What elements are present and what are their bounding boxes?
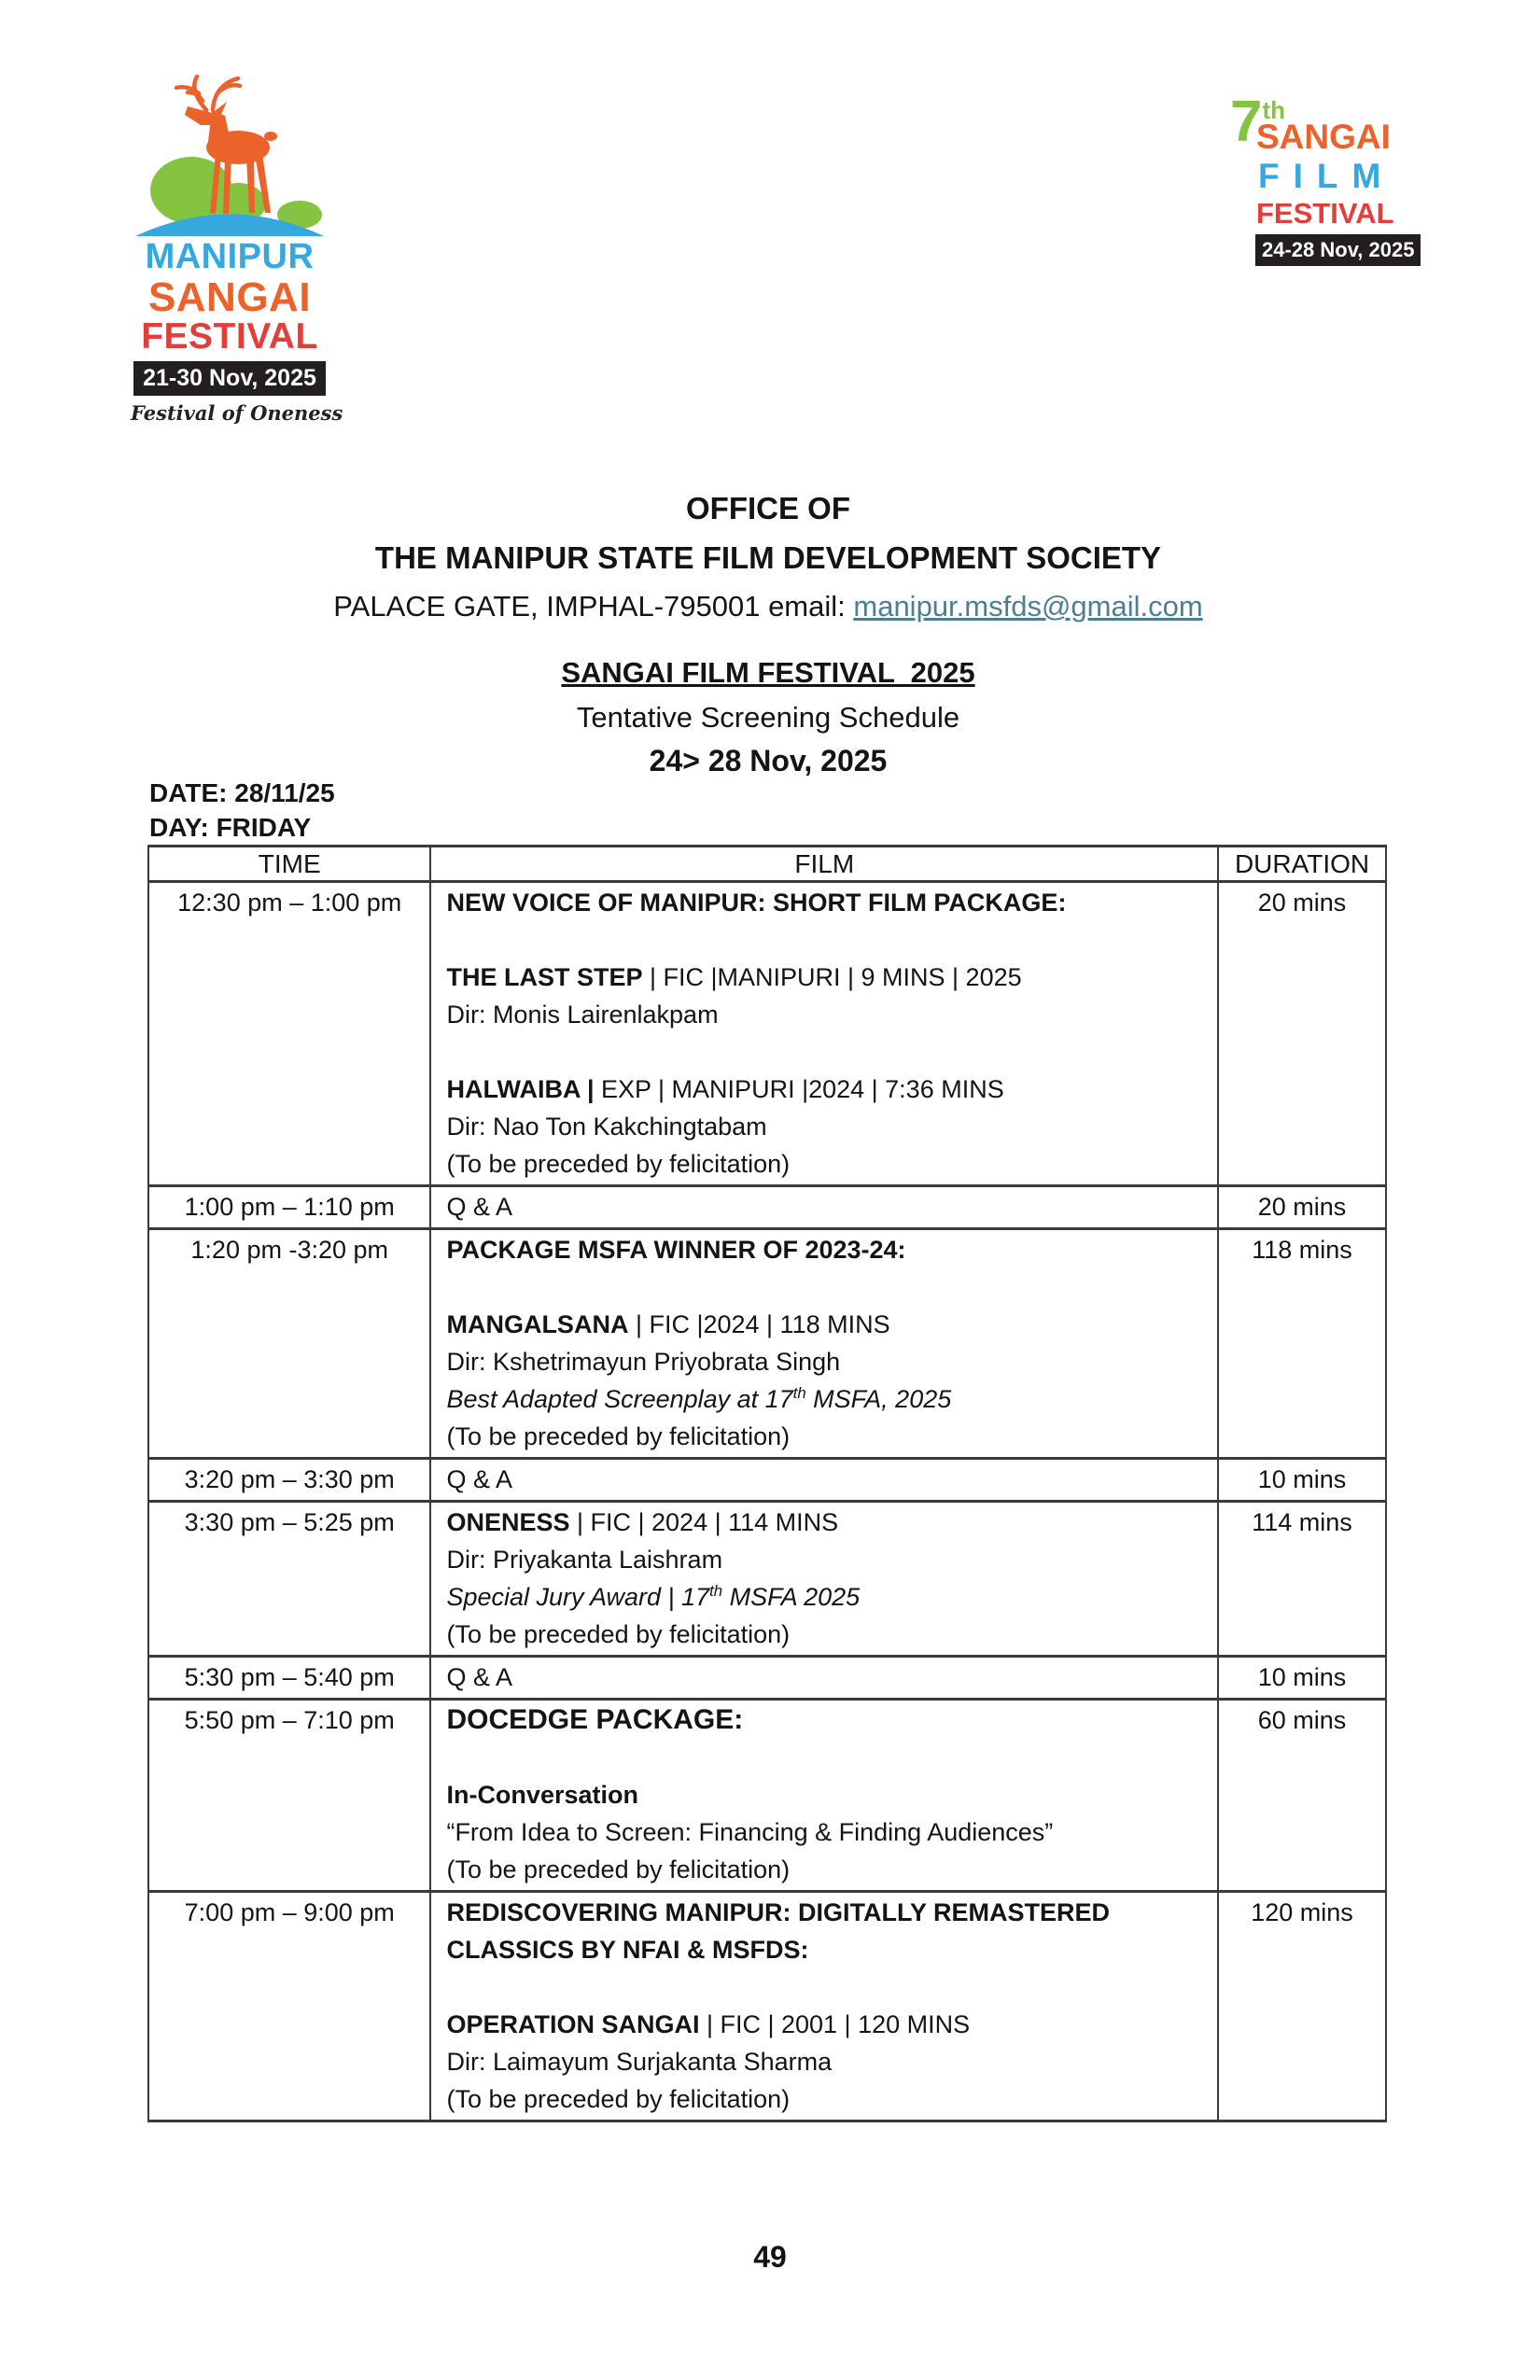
office-header: [149, 491, 1387, 623]
film-line: Q & A: [446, 1193, 512, 1221]
manipur-sangai-festival-logo: [131, 75, 343, 425]
film-line: (To be preceded by felicitation): [446, 1422, 791, 1450]
header-row: [148, 847, 1386, 882]
film-cell: [430, 1229, 1218, 1459]
table-row: [148, 1700, 1386, 1892]
table-row: [148, 1657, 1386, 1700]
duration-cell: 118 mins: [1218, 1229, 1386, 1459]
film-line: Best Adapted Screenplay at 17th MSFA, 2025: [446, 1384, 952, 1413]
blank-line: [446, 1968, 1208, 2006]
film-line: “From Idea to Screen: Financing & Finding Audiences”: [446, 1818, 1054, 1846]
page-number: 49: [753, 2240, 787, 2274]
schedule-subtitle: Tentative Screening Schedule: [576, 701, 960, 734]
sangai-deer-icon: [133, 75, 326, 239]
duration-cell: 114 mins: [1218, 1502, 1386, 1657]
logo-left-title-sangai: SANGAI: [147, 273, 312, 320]
film-line: HALWAIBA | EXP | MANIPURI |2024 | 7:36 MINS: [446, 1075, 1004, 1103]
date-label: DATE: 28/11/25: [149, 778, 335, 807]
film-line: (To be preceded by felicitation): [446, 2085, 791, 2113]
film-line: In-Conversation: [446, 1781, 638, 1809]
film-line: PACKAGE MSFA WINNER OF 2023-24:: [446, 1236, 906, 1264]
duration-cell: 10 mins: [1218, 1657, 1386, 1700]
festival-subheader: [149, 656, 1387, 778]
film-line: REDISCOVERING MANIPUR: DIGITALLY REMASTERED: [446, 1898, 1111, 1926]
film-cell: [430, 1459, 1218, 1502]
film-line: Dir: Nao Ton Kakchingtabam: [446, 1113, 767, 1141]
table-row: [148, 1892, 1386, 2121]
film-line: (To be preceded by felicitation): [446, 1855, 791, 1883]
logo-left-title-festival: FESTIVAL: [141, 316, 318, 357]
office-of-line: OFFICE OF: [686, 491, 850, 525]
time-cell: 5:30 pm – 5:40 pm: [148, 1657, 430, 1700]
logo-left-title-manipur: MANIPUR: [145, 237, 315, 276]
film-line: MANGALSANA | FIC |2024 | 118 MINS: [446, 1310, 890, 1338]
film-line: CLASSICS BY NFAI & MSFDS:: [446, 1936, 809, 1964]
film-cell: [430, 1892, 1218, 2121]
film-line: ONENESS | FIC | 2024 | 114 MINS: [446, 1508, 839, 1536]
schedule-body: [148, 882, 1386, 2121]
film-line: Special Jury Award | 17th MSFA 2025: [446, 1582, 861, 1611]
film-line: OPERATION SANGAI | FIC | 2001 | 120 MINS: [446, 2010, 971, 2038]
logo-right-sangai: SANGAI: [1256, 118, 1391, 156]
film-cell: [430, 1186, 1218, 1229]
schedule-title: SANGAI FILM FESTIVAL 2025: [561, 656, 975, 689]
blank-line: [446, 1739, 1208, 1776]
duration-cell: 120 mins: [1218, 1892, 1386, 2121]
table-row: [148, 882, 1386, 1186]
film-line: THE LAST STEP | FIC |MANIPURI | 9 MINS | 2025: [446, 963, 1022, 991]
duration-cell: 20 mins: [1218, 1186, 1386, 1229]
time-cell: 1:00 pm – 1:10 pm: [148, 1186, 430, 1229]
address-line: [149, 590, 1387, 623]
film-line: DOCEDGE PACKAGE:: [446, 1704, 744, 1735]
film-cell: [430, 1502, 1218, 1657]
blank-line: [446, 1033, 1208, 1071]
time-cell: 5:50 pm – 7:10 pm: [148, 1700, 430, 1892]
table-row: [148, 1459, 1386, 1502]
duration-cell: 20 mins: [1218, 882, 1386, 1186]
logo-left-date-badge: 21-30 Nov, 2025: [133, 361, 326, 396]
society-name-line: THE MANIPUR STATE FILM DEVELOPMENT SOCIETY: [374, 540, 1162, 575]
column-header-duration: DURATION: [1218, 847, 1386, 882]
column-header-time: TIME: [148, 847, 430, 882]
time-cell: 3:20 pm – 3:30 pm: [148, 1459, 430, 1502]
table-row: [148, 1186, 1386, 1229]
logo-right-film: FILM: [1258, 157, 1395, 195]
film-line: Q & A: [446, 1465, 512, 1493]
screening-schedule-table: [147, 845, 1387, 2122]
film-cell: [430, 882, 1218, 1186]
table-row: [148, 1502, 1386, 1657]
film-cell: [430, 1657, 1218, 1700]
film-line: (To be preceded by felicitation): [446, 1620, 791, 1648]
sangai-film-festival-logo: [1230, 90, 1417, 275]
film-line: Dir: Monis Lairenlakpam: [446, 1001, 719, 1029]
column-header-film: FILM: [430, 847, 1218, 882]
email-link[interactable]: manipur.msfds@gmail.com: [853, 590, 1203, 623]
blank-line: [446, 921, 1208, 959]
edition-number: 7th: [1230, 90, 1286, 154]
film-line: Dir: Kshetrimayun Priyobrata Singh: [446, 1348, 841, 1376]
film-line: (To be preceded by felicitation): [446, 1150, 791, 1178]
film-line: Q & A: [446, 1663, 512, 1691]
duration-cell: 60 mins: [1218, 1700, 1386, 1892]
film-line: Dir: Priyakanta Laishram: [446, 1546, 723, 1574]
schedule-header: [148, 847, 1386, 882]
date-day-block: [149, 776, 335, 845]
time-cell: 7:00 pm – 9:00 pm: [148, 1892, 430, 2121]
table-row: [148, 1229, 1386, 1459]
film-cell: [430, 1700, 1218, 1892]
blank-line: [446, 1268, 1208, 1306]
logo-left-tagline: Festival of Oneness: [131, 400, 343, 425]
logo-right-date-badge: 24-28 Nov, 2025: [1255, 234, 1421, 266]
time-cell: 12:30 pm – 1:00 pm: [148, 882, 430, 1186]
address-text: PALACE GATE, IMPHAL-795001 email:: [333, 590, 854, 623]
film-line: NEW VOICE OF MANIPUR: SHORT FILM PACKAGE:: [446, 889, 1067, 917]
film-line: Dir: Laimayum Surjakanta Sharma: [446, 2048, 833, 2076]
day-label: DAY: FRIDAY: [149, 813, 312, 842]
time-cell: 1:20 pm -3:20 pm: [148, 1229, 430, 1459]
logo-right-festival: FESTIVAL: [1256, 197, 1394, 230]
schedule-dates: 24> 28 Nov, 2025: [649, 744, 888, 777]
duration-cell: 10 mins: [1218, 1459, 1386, 1502]
time-cell: 3:30 pm – 5:25 pm: [148, 1502, 430, 1657]
